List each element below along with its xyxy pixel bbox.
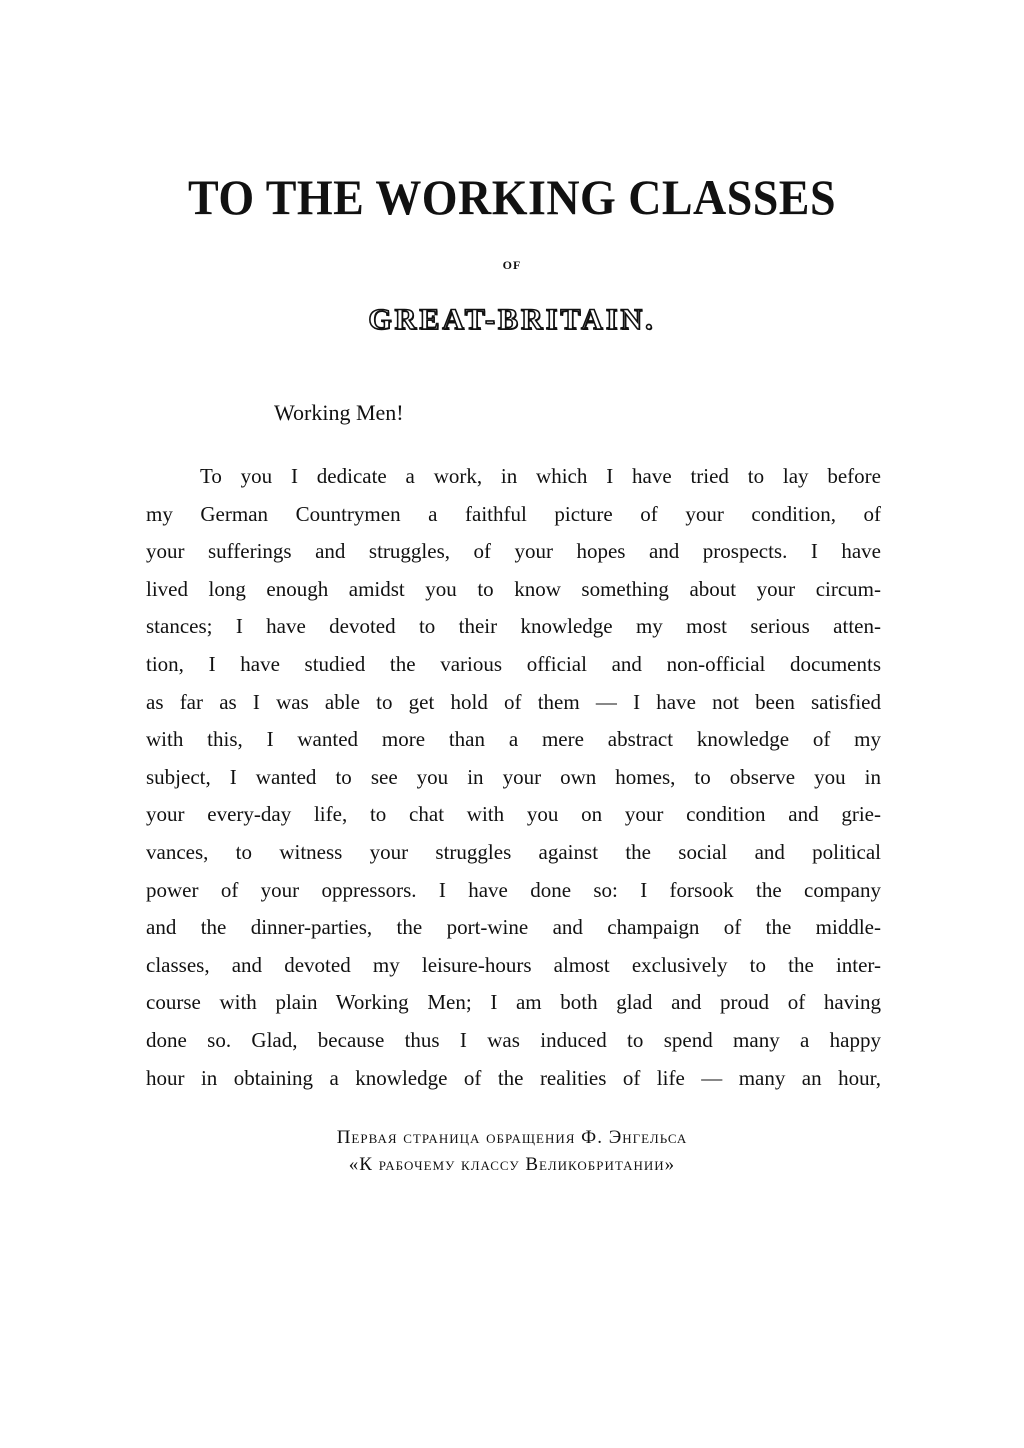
caption-line: Первая страница обращения Ф. Энгельса: [336, 1127, 688, 1148]
salutation: Working Men!: [274, 400, 404, 425]
text-line: my German Countrymen a faithful picture of your condition, of: [146, 501, 881, 526]
of-label: OF: [502, 258, 522, 272]
page-subtitle: GREAT-BRITAIN.: [368, 303, 656, 336]
text-line: done so. Glad, because thus I was induced to spend many a happy: [146, 1027, 881, 1052]
text-line: as far as I was able to get hold of them — I have not been satisfied: [146, 689, 881, 714]
text-line: course with plain Working Men; I am both glad and proud of having: [146, 990, 881, 1015]
text-line: stances; I have devoted to their knowledge my most serious atten-: [146, 614, 881, 639]
text-line: classes, and devoted my leisure-hours almost exclusively to the inter-: [146, 952, 881, 977]
caption-line: «К рабочему классу Великобритании»: [348, 1154, 676, 1175]
figure-caption: [0, 1124, 1024, 1178]
text-line: your every-day life, to chat with you on your condition and grie-: [146, 802, 881, 827]
text-line: vances, to witness your struggles against the social and political: [146, 839, 881, 864]
text-line: tion, I have studied the various official and non-official documents: [146, 651, 881, 676]
text-line: your sufferings and struggles, of your hopes and prospects. I have: [146, 539, 881, 564]
page-title: TO THE WORKING CLASSES: [188, 169, 836, 225]
text-line: with this, I wanted more than a mere abstract knowledge of my: [146, 727, 881, 752]
text-line: To you I dedicate a work, in which I have tried to lay before: [200, 464, 881, 488]
text-line: and the dinner-parties, the port-wine and champaign of the middle-: [146, 915, 881, 940]
text-line: power of your oppressors. I have done so: I forsook the company: [146, 877, 881, 902]
text-line: hour in obtaining a knowledge of the realities of life — many an hour,: [146, 1065, 881, 1090]
body-paragraph: [146, 458, 881, 1097]
text-line: lived long enough amidst you to know something about your circum-: [146, 576, 881, 601]
text-line: subject, I wanted to see you in your own homes, to observe you in: [146, 764, 881, 789]
